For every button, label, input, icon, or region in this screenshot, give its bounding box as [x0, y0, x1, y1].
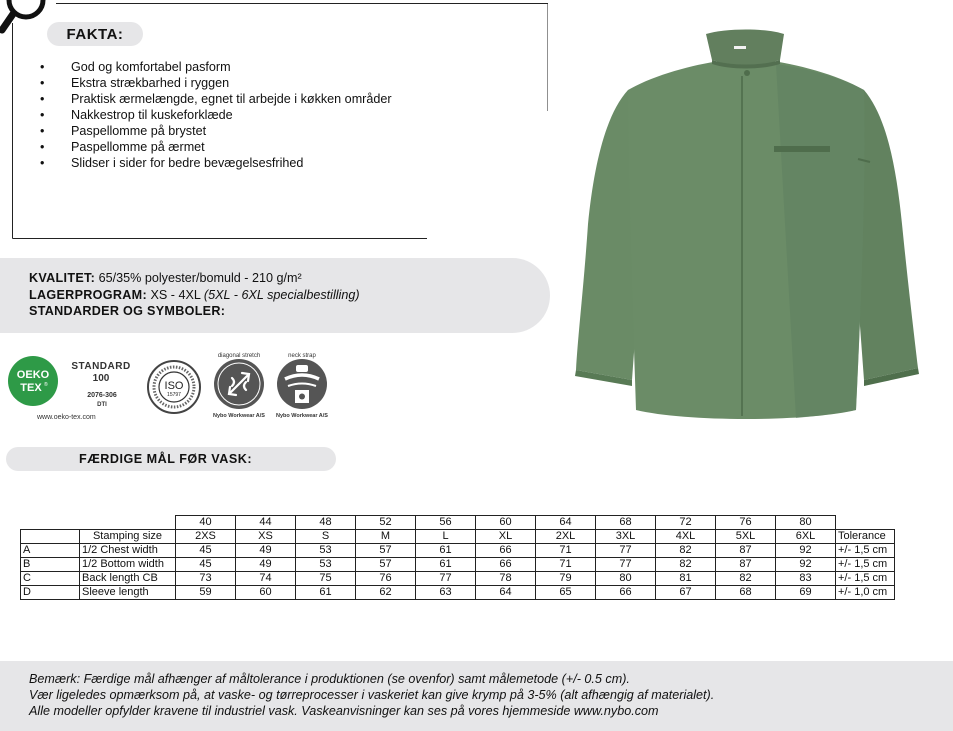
- table-cell: +/- 1,5 cm: [836, 572, 895, 586]
- table-cell: S: [296, 530, 356, 544]
- table-cell: +/- 1,5 cm: [836, 544, 895, 558]
- table-cell: 1/2 Chest width: [80, 544, 176, 558]
- note-line: Alle modeller opfylder kravene til industriel vask. Vaskeanvisninger kan ses på vores hjemmeside www.nybo.com: [29, 704, 659, 718]
- table-cell: Back length CB: [80, 572, 176, 586]
- table-cell: 82: [656, 544, 716, 558]
- stretch-top-label: diagonal stretch: [217, 353, 261, 359]
- oeko-number: 100: [92, 373, 110, 384]
- list-item: • Paspellomme på ærmet: [40, 139, 392, 155]
- table-cell: 62: [356, 586, 416, 600]
- table-cell: 40: [176, 516, 236, 530]
- table-row: [21, 572, 895, 586]
- measurement-heading-text: FÆRDIGE MÅL FØR VASK:: [79, 452, 253, 466]
- table-cell: 60: [236, 586, 296, 600]
- iso-number: 15797: [167, 392, 181, 398]
- table-cell: 73: [176, 572, 236, 586]
- table-cell: 52: [356, 516, 416, 530]
- table-cell: 71: [536, 558, 596, 572]
- table-cell: 77: [596, 544, 656, 558]
- table-cell: Sleeve length: [80, 586, 176, 600]
- measurement-heading: [6, 447, 336, 471]
- fakta-list: [40, 59, 392, 171]
- table-cell: 2XL: [536, 530, 596, 544]
- oeko-inst: DTI: [97, 402, 107, 408]
- table-cell: 61: [416, 558, 476, 572]
- table-cell: 57: [356, 544, 416, 558]
- table-cell: 59: [176, 586, 236, 600]
- neck-bottom-label: Nybo Workwear A/S: [276, 413, 328, 419]
- table-cell: L: [416, 530, 476, 544]
- table-cell: 44: [236, 516, 296, 530]
- table-row: [21, 586, 895, 600]
- note-line: Vær ligeledes opmærksom på, at vaske- og tørreprocesser i vaskeriet kan give krymp på 3-5% (alt afhængig af materialet).: [29, 688, 715, 702]
- table-cell: 92: [776, 544, 836, 558]
- table-cell: 66: [596, 586, 656, 600]
- table-cell: Tolerance: [836, 530, 895, 544]
- table-cell: 53: [296, 544, 356, 558]
- oeko-word1: OEKO: [16, 369, 50, 381]
- table-cell: 77: [416, 572, 476, 586]
- oeko-code: 2076-306: [87, 392, 117, 399]
- table-row: [21, 530, 895, 544]
- table-cell: 67: [656, 586, 716, 600]
- table-cell: 63: [416, 586, 476, 600]
- table-cell: 49: [236, 544, 296, 558]
- list-item: • Ekstra strækbarhed i ryggen: [40, 75, 392, 91]
- stock-line: [29, 287, 360, 303]
- table-row: [21, 516, 895, 530]
- table-cell: 45: [176, 558, 236, 572]
- table-cell: +/- 1,5 cm: [836, 558, 895, 572]
- table-cell: 82: [656, 558, 716, 572]
- table-cell: 81: [656, 572, 716, 586]
- table-cell: 64: [536, 516, 596, 530]
- table-cell: 87: [716, 544, 776, 558]
- table-cell: 79: [536, 572, 596, 586]
- table-cell: 53: [296, 558, 356, 572]
- quality-label: KVALITET:: [29, 271, 96, 285]
- stretch-bottom-label: Nybo Workwear A/S: [213, 413, 265, 419]
- table-cell: M: [356, 530, 416, 544]
- stock-note: (5XL - 6XL specialbestilling): [203, 288, 360, 302]
- table-cell: 49: [236, 558, 296, 572]
- fakta-heading: FAKTA:: [47, 22, 143, 46]
- oeko-word2: TEX: [20, 382, 42, 394]
- stock-value: XS - 4XL: [150, 288, 201, 302]
- size-table: [20, 515, 895, 600]
- table-cell: 71: [536, 544, 596, 558]
- list-item: • God og komfortabel pasform: [40, 59, 392, 75]
- table-cell: 87: [716, 558, 776, 572]
- list-item: • Slidser i sider for bedre bevægelsesfrihed: [40, 155, 392, 171]
- table-cell: 48: [296, 516, 356, 530]
- table-cell: 5XL: [716, 530, 776, 544]
- table-cell: 60: [476, 516, 536, 530]
- table-cell: A: [21, 544, 80, 558]
- quality-band: [0, 258, 550, 333]
- table-cell: 69: [776, 586, 836, 600]
- oeko-url: www.oeko-tex.com: [37, 414, 96, 421]
- diagonal-stretch-icon: [209, 348, 269, 420]
- table-cell: 76: [356, 572, 416, 586]
- table-cell: 82: [716, 572, 776, 586]
- table-cell: 61: [416, 544, 476, 558]
- quality-line: [29, 270, 302, 286]
- stock-label: LAGERPROGRAM:: [29, 288, 147, 302]
- table-cell: 68: [596, 516, 656, 530]
- table-cell: 56: [416, 516, 476, 530]
- oeko-standard: STANDARD: [71, 361, 131, 372]
- table-cell: D: [21, 586, 80, 600]
- neck-top-label: neck strap: [288, 353, 316, 359]
- standards-label: STANDARDER OG SYMBOLER:: [29, 304, 226, 318]
- table-cell: 66: [476, 544, 536, 558]
- table-cell: 92: [776, 558, 836, 572]
- table-cell: 57: [356, 558, 416, 572]
- table-cell: 2XS: [176, 530, 236, 544]
- note-line: Bemærk: Færdige mål afhænger af måltolerance i produktionen (se ovenfor) samt målemetode (+/- 0.5 cm).: [29, 672, 630, 686]
- table-cell: 80: [596, 572, 656, 586]
- table-cell: 83: [776, 572, 836, 586]
- table-cell: 75: [296, 572, 356, 586]
- table-cell: 72: [656, 516, 716, 530]
- table-cell: 4XL: [656, 530, 716, 544]
- table-row: [21, 544, 895, 558]
- note-band: [0, 661, 953, 731]
- table-cell: 77: [596, 558, 656, 572]
- table-cell: 64: [476, 586, 536, 600]
- table-cell: XS: [236, 530, 296, 544]
- iso-text: ISO: [164, 380, 184, 392]
- list-item: • Paspellomme på brystet: [40, 123, 392, 139]
- table-cell: 3XL: [596, 530, 656, 544]
- list-item: • Praktisk ærmelængde, egnet til arbejde i køkken områder: [40, 91, 392, 107]
- neck-strap-icon: [272, 348, 332, 420]
- jacket-image: [566, 24, 928, 434]
- oeko-reg: ®: [44, 382, 48, 388]
- table-cell: 74: [236, 572, 296, 586]
- table-row: [21, 558, 895, 572]
- iso-15797-seal: [146, 358, 202, 416]
- standards-line: [29, 303, 225, 319]
- table-cell: 45: [176, 544, 236, 558]
- quality-value: 65/35% polyester/bomuld - 210 g/m²: [98, 271, 302, 285]
- table-cell: B: [21, 558, 80, 572]
- table-cell: 78: [476, 572, 536, 586]
- table-cell: 61: [296, 586, 356, 600]
- table-cell: Stamping size: [80, 530, 176, 544]
- table-cell: 76: [716, 516, 776, 530]
- table-cell: C: [21, 572, 80, 586]
- table-cell: 65: [536, 586, 596, 600]
- table-cell: 66: [476, 558, 536, 572]
- table-cell: 80: [776, 516, 836, 530]
- list-item: • Nakkestrop til kuskeforklæde: [40, 107, 392, 123]
- table-cell: 68: [716, 586, 776, 600]
- table-cell: +/- 1,0 cm: [836, 586, 895, 600]
- table-cell: 6XL: [776, 530, 836, 544]
- table-cell: 1/2 Bottom width: [80, 558, 176, 572]
- table-cell: XL: [476, 530, 536, 544]
- oeko-tex-logo: [8, 352, 140, 422]
